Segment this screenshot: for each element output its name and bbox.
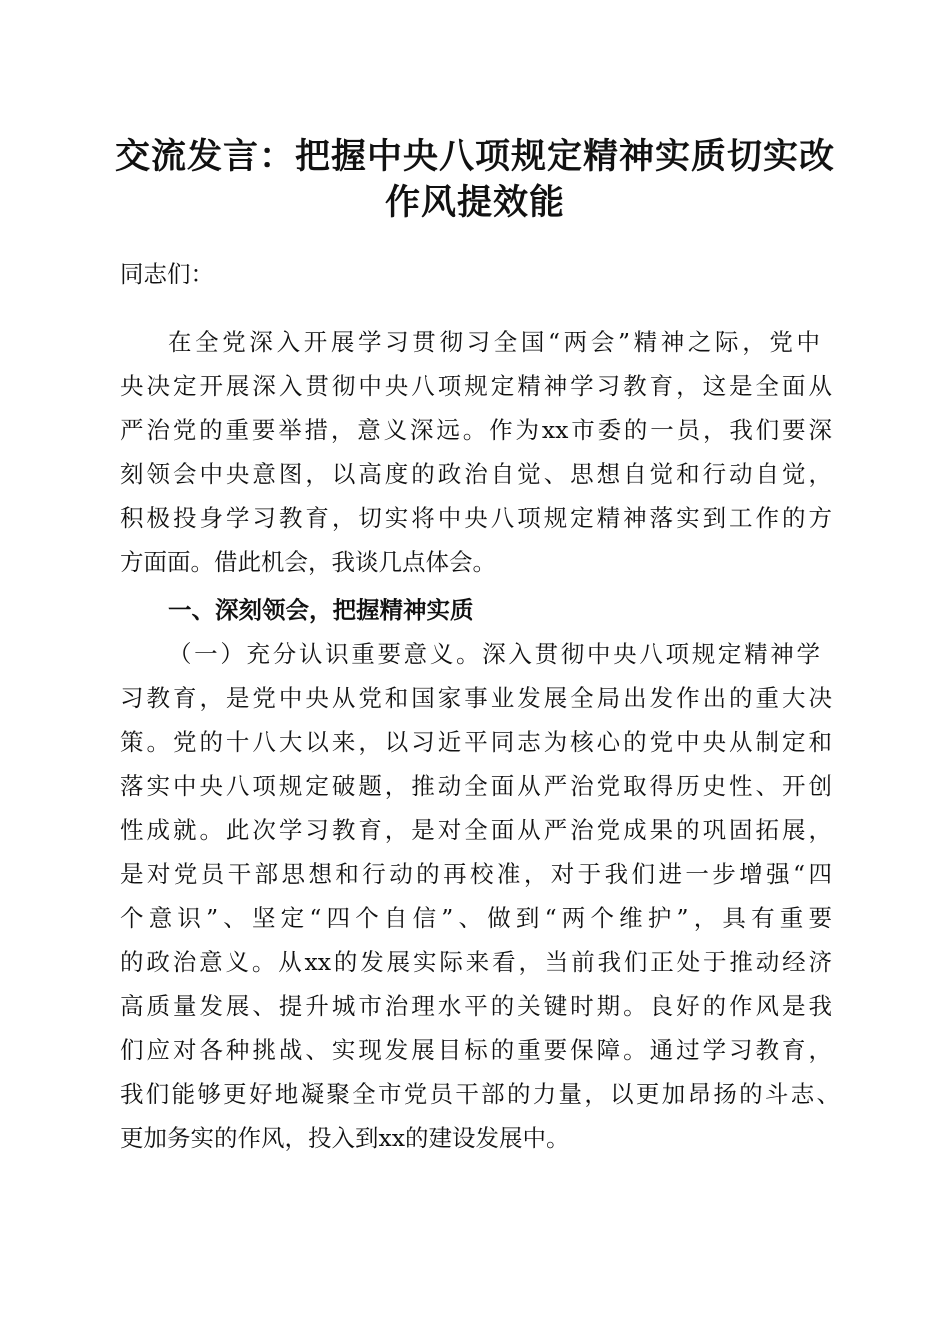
intro-line: 央决定开展深入贯彻中央八项规定精神学习教育，这是全面从: [120, 372, 832, 400]
intro-line: 严治党的重要举措，意义深远。作为xx市委的一员，我们要深: [120, 416, 832, 444]
document-title-line-1: 交流发言：把握中央八项规定精神实质切实改: [114, 136, 835, 177]
subsection-lead: （一）充分认识重要意义。: [168, 640, 483, 668]
intro-line: 刻领会中央意图，以高度的政治自觉、思想自觉和行动自觉，: [120, 460, 832, 488]
subsection-first-line-rest: 深入贯彻中央八项规定精神学: [482, 640, 820, 668]
salutation: 同志们：: [120, 260, 214, 288]
body-line: 高质量发展、提升城市治理水平的关键时期。良好的作风是我: [120, 992, 832, 1020]
body-line: 们应对各种挑战、实现发展目标的重要保障。通过学习教育，: [120, 1036, 832, 1064]
body-line: 个意识”、坚定“四个自信”、做到“两个维护”，具有重要: [120, 904, 832, 932]
body-line: 策。党的十八大以来，以习近平同志为核心的党中央从制定和: [120, 728, 832, 756]
intro-line: 方面面。借此机会，我谈几点体会。: [120, 548, 496, 576]
body-line: 的政治意义。从xx的发展实际来看，当前我们正处于推动经济: [120, 948, 832, 976]
intro-line: 积极投身学习教育，切实将中央八项规定精神落实到工作的方: [120, 504, 832, 532]
subsection-first-line: [168, 632, 820, 676]
body-line: 是对党员干部思想和行动的再校准，对于我们进一步增强“四: [120, 860, 832, 888]
body-line: 我们能够更好地凝聚全市党员干部的力量，以更加昂扬的斗志、: [120, 1080, 840, 1108]
body-line: 更加务实的作风，投入到xx的建设发展中。: [120, 1124, 570, 1152]
body-line: 性成就。此次学习教育，是对全面从严治党成果的巩固拓展，: [120, 816, 832, 844]
body-line: 落实中央八项规定破题，推动全面从严治党取得历史性、开创: [120, 772, 832, 800]
intro-line: 在全党深入开展学习贯彻习全国“两会”精神之际，党中: [168, 328, 820, 356]
document-title-line-2: 作风提效能: [384, 182, 565, 223]
body-line: 习教育，是党中央从党和国家事业发展全局出发作出的重大决: [120, 684, 832, 712]
section-heading: 一、深刻领会，把握精神实质: [168, 596, 474, 624]
